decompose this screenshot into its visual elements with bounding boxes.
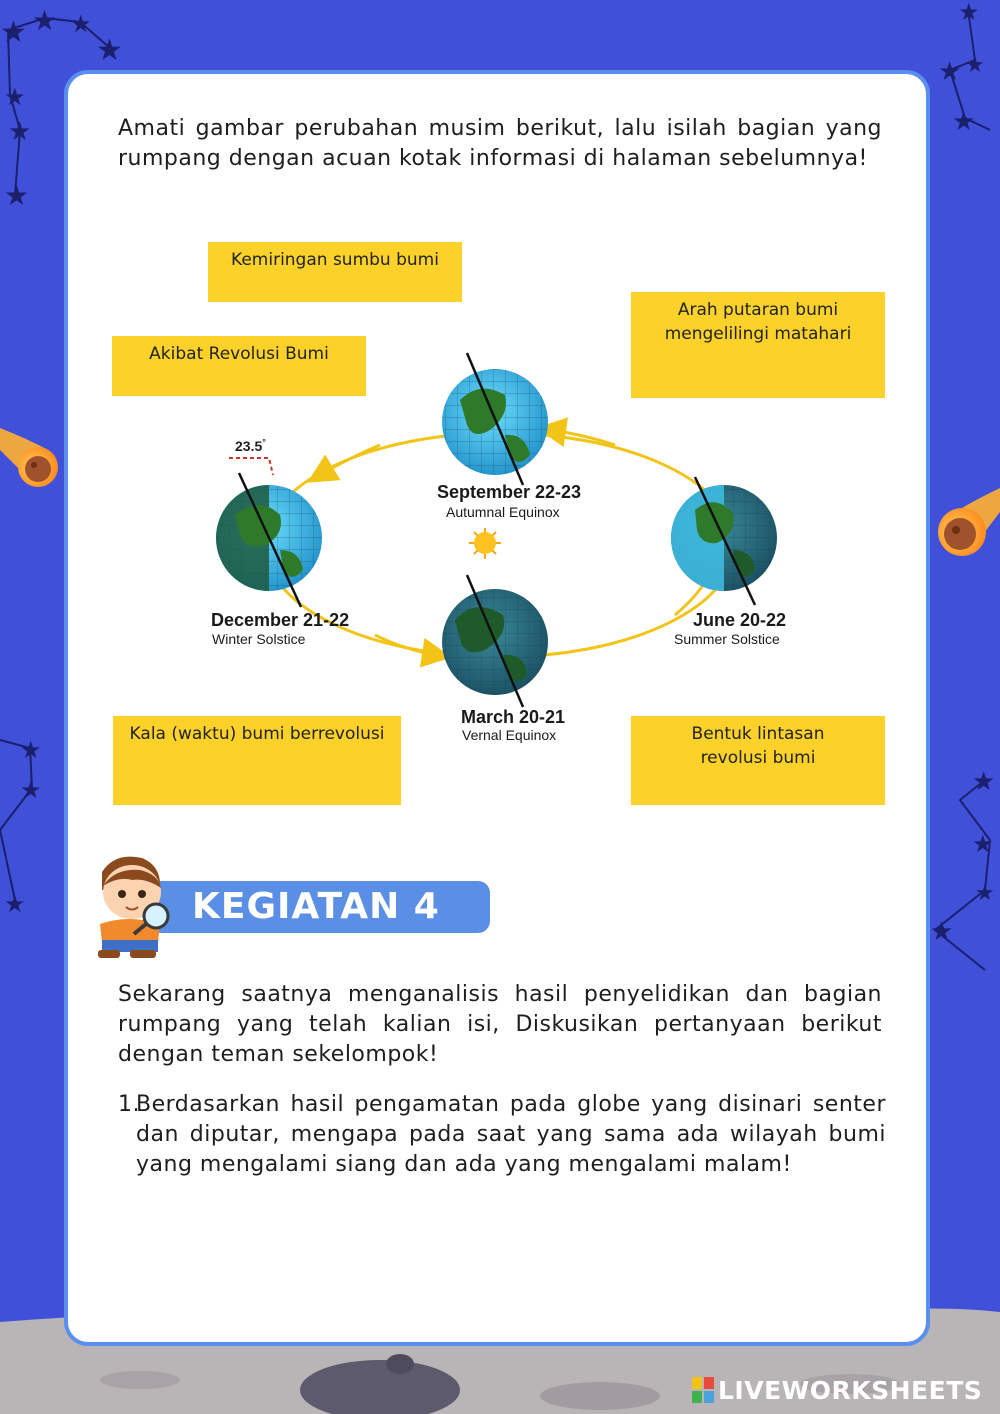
orbit-arrow-dec-mar: [375, 635, 437, 655]
svg-text:★: ★: [96, 33, 123, 68]
june-event-label: Summer Solstice: [674, 631, 780, 647]
constellation-left-middle: [0, 740, 32, 900]
tilt-angle-label: 23.5°: [235, 437, 266, 454]
svg-text:★: ★: [972, 830, 994, 858]
meteor-left-icon: [0, 428, 58, 487]
boy-magnifier-icon: [80, 850, 180, 962]
globe-march-icon: [442, 575, 548, 707]
svg-text:★: ★: [4, 890, 26, 918]
svg-text:★: ★: [972, 767, 996, 797]
activity-title: KEGIATAN 4: [192, 886, 440, 927]
globe-june-icon: [671, 477, 777, 605]
answer-box-revolution-effect-label: Akibat Revolusi Bumi: [149, 344, 329, 364]
question-text: Berdasarkan hasil pengamatan pada globe yang disinari senter dan diputar, mengapa pada saat yang sama ada wilayah bumi yang mengalami siang dan ada yang mengalami malam!: [136, 1092, 886, 1177]
svg-text:★: ★: [938, 57, 962, 87]
december-date-label: December 21-22: [211, 610, 350, 630]
march-date-label: March 20-21: [461, 707, 566, 727]
orbit-arrow-sept-dec: [320, 445, 380, 475]
svg-text:★: ★: [70, 10, 92, 38]
star-icons-right-lower: [930, 767, 995, 947]
globe-december-icon: [216, 437, 322, 607]
intro-instructions: Amati gambar perubahan musim berikut, lalu isilah bagian yang rumpang dengan acuan kotak informasi di halaman sebelumnya!: [118, 116, 882, 171]
svg-text:★: ★: [975, 881, 995, 906]
svg-text:★: ★: [32, 4, 58, 37]
september-event-label: Autumnal Equinox: [446, 504, 560, 520]
svg-text:★: ★: [8, 117, 32, 147]
svg-text:★: ★: [958, 0, 980, 26]
svg-text:★: ★: [4, 83, 26, 111]
analysis-instructions: Sekarang saatnya menganalisis hasil penyelidikan dan bagian rumpang yang telah kalian isi, Diskusikan pertanyaan berikut dengan teman sekelompok!: [118, 982, 882, 1067]
svg-text:★: ★: [20, 736, 42, 764]
march-event-label: Vernal Equinox: [462, 727, 557, 743]
seasons-diagram: [205, 345, 805, 745]
star-icons-top-right: [938, 0, 985, 137]
answer-box-tilt[interactable]: [208, 242, 462, 302]
liveworksheets-logo-text: LIVEWORKSHEETS: [718, 1375, 983, 1405]
svg-text:★: ★: [0, 15, 27, 50]
sun-icon: [469, 528, 501, 559]
june-date-label: June 20-22: [693, 610, 787, 630]
answer-box-tilt-label: Kemiringan sumbu bumi: [231, 250, 439, 270]
globe-september-icon: [442, 353, 548, 485]
answer-box-rotation-direction-label: Arah putaran bumi mengelilingi matahari: [664, 300, 852, 344]
liveworksheets-logo: [692, 1374, 982, 1406]
svg-text:★: ★: [965, 53, 985, 78]
december-event-label: Winter Solstice: [212, 631, 306, 647]
question-number: 1.: [118, 1092, 140, 1117]
answer-box-revolution-period-label: Kala (waktu) bumi berrevolusi: [129, 724, 385, 744]
svg-text:★: ★: [4, 179, 30, 212]
meteor-right-icon: [938, 488, 1000, 556]
september-date-label: September 22-23: [437, 482, 582, 502]
svg-text:★: ★: [20, 776, 42, 804]
answer-box-orbit-shape-label: Bentuk lintasan revolusi bumi: [691, 724, 825, 768]
svg-text:★: ★: [952, 107, 976, 137]
liveworksheets-logo-icon: [692, 1377, 714, 1403]
question-item: [118, 1090, 886, 1180]
star-icons-left-middle: [4, 736, 42, 918]
svg-text:★: ★: [930, 917, 954, 947]
